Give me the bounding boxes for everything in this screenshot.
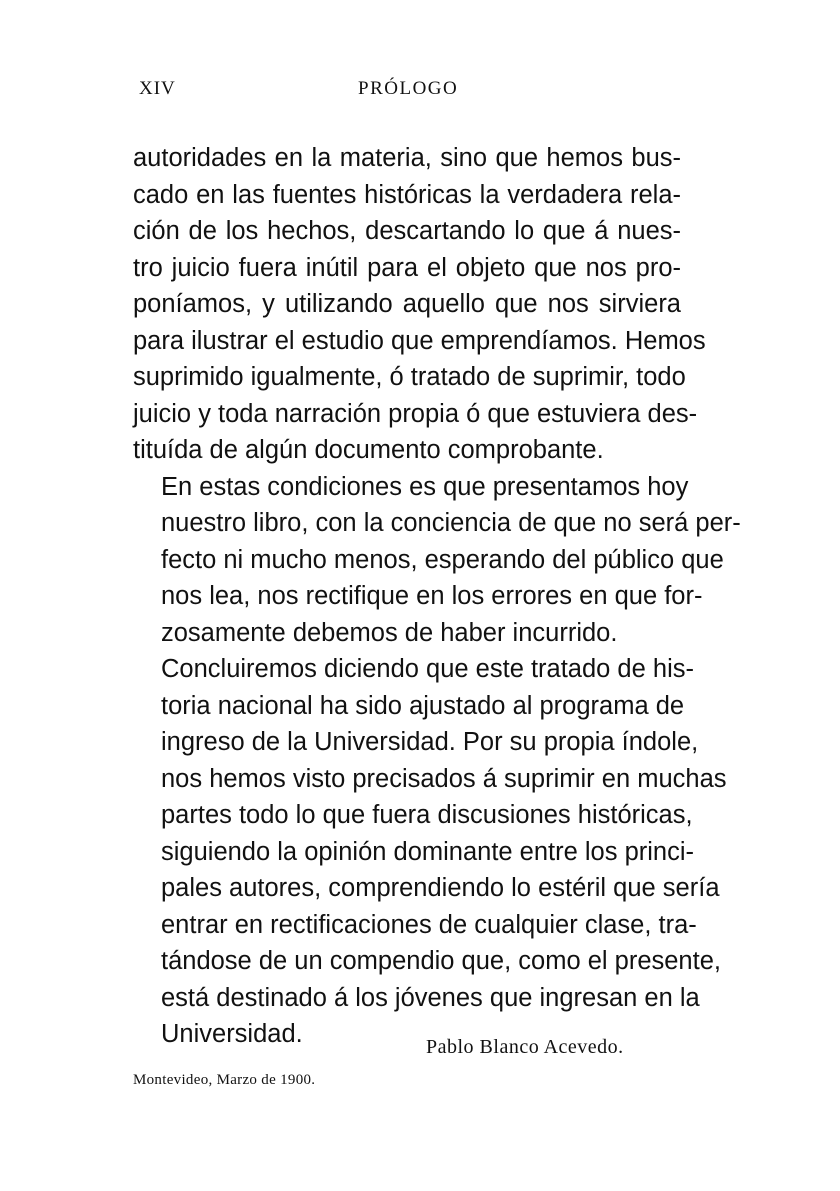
text-line: autoridades en la materia, sino que hemos bus- [133,144,681,172]
text-line: poníamos, y utilizando aquello que nos sirviera [133,290,681,318]
text-line: entrar en rectificaciones de cualquier clase, tra- [161,910,697,939]
prologue-body [133,140,741,1053]
running-head [133,78,681,102]
text-line: tándose de un compendio que, como el presente, [161,947,721,975]
paragraph-3 [133,651,727,1053]
page-number: XIV [139,78,176,99]
text-line: está destinado á los jóvenes que ingresan en la [161,983,700,1012]
text-line: cado en las fuentes históricas la verdadera rela- [133,180,681,209]
text-line: nos lea, nos rectifique en los errores en que for- [161,582,703,610]
text-line: tituída de algún documento comprobante. [133,436,604,464]
text-line: ingreso de la Universidad. Por su propia índole, [161,728,699,756]
text-line: Concluiremos diciendo que este tratado de his- [161,655,694,683]
running-title: PRÓLOGO [358,78,459,99]
text-line: para ilustrar el estudio que emprendíamos. Hemos [133,326,706,355]
text-line: partes todo lo que fuera discusiones históricas, [161,801,693,829]
text-line: tro juicio fuera inútil para el objeto que nos pro- [133,253,681,282]
text-line: siguiendo la opinión dominante entre los princi- [161,837,694,866]
text-line: zosamente debemos de haber incurrido. [161,618,618,647]
text-line: En estas condiciones es que presentamos hoy [161,472,689,501]
text-line: nuestro libro, con la conciencia de que no será per- [161,509,741,537]
text-line: fecto ni mucho menos, esperando del público que [161,545,724,574]
text-line: pales autores, comprendiendo lo estéril que sería [161,874,720,902]
text-line: juicio y toda narración propia ó que estuviera des- [133,399,698,428]
text-line: ción de los hechos, descartando lo que á nues- [133,217,681,245]
paragraph-1 [133,140,706,469]
text-line: toria nacional ha sido ajustado al programa de [161,691,685,720]
paragraph-2 [133,469,741,652]
place-date: Montevideo, Marzo de 1900. [133,1072,316,1088]
text-line: Universidad. [161,1020,303,1048]
text-line: suprimido igualmente, ó tratado de suprimir, todo [133,363,686,391]
author-signature: Pablo Blanco Acevedo. [426,1036,624,1058]
text-line: nos hemos visto precisados á suprimir en muchas [161,764,727,793]
